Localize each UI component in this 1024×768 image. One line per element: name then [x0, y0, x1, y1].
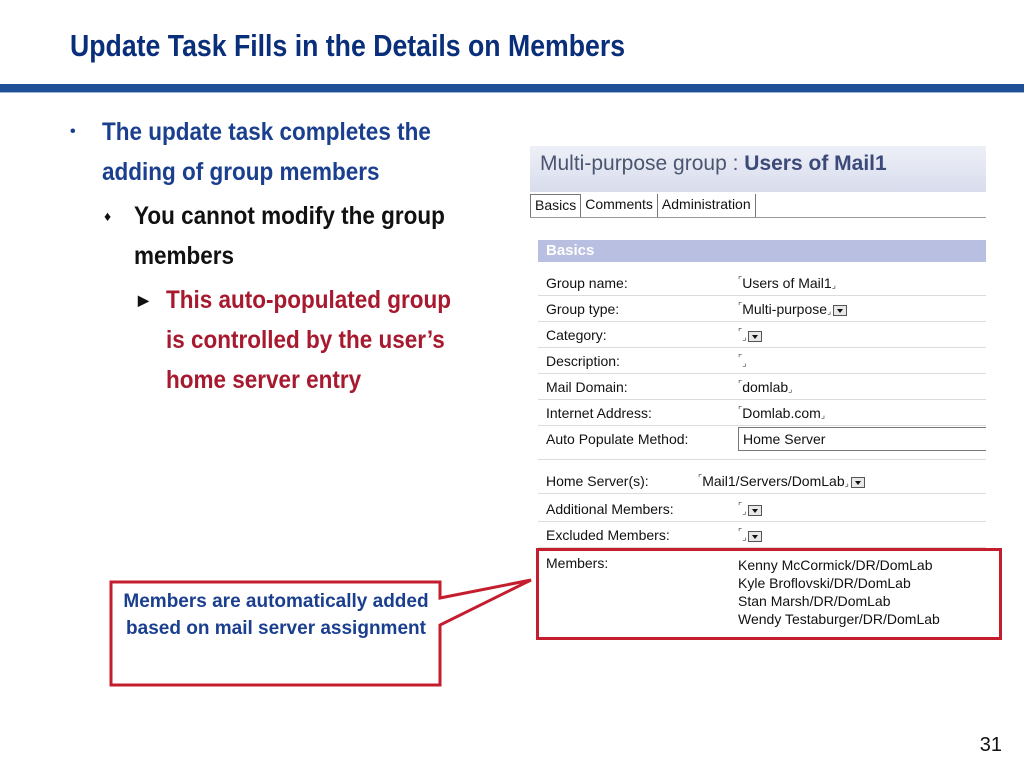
mail-domain-field[interactable]: ⌜domlab⌟: [738, 379, 793, 395]
field-value: Multi-purpose: [742, 301, 828, 317]
field-value: Domlab.com: [742, 405, 821, 421]
category-field[interactable]: ⌜⌟: [738, 327, 762, 343]
group-type-field[interactable]: ⌜Multi-purpose⌟: [738, 301, 847, 317]
field-label: Auto Populate Method:: [546, 431, 689, 447]
diamond-bullet-icon: ♦: [104, 208, 112, 224]
slide-title: Update Task Fills in the Details on Members: [70, 28, 626, 63]
field-label: Category:: [546, 327, 607, 343]
tab-comments[interactable]: Comments: [581, 194, 658, 217]
triangle-bullet-icon: ▶: [138, 292, 149, 308]
member-item: Wendy Testaburger/DR/DomLab: [738, 611, 940, 627]
excluded-members-field[interactable]: ⌜⌟: [738, 527, 762, 543]
member-item: Kyle Broflovski/DR/DomLab: [738, 575, 911, 591]
form-header-name: Users of Mail1: [744, 152, 887, 175]
group-name-field[interactable]: ⌜Users of Mail1⌟: [738, 275, 836, 291]
field-label: Members:: [546, 555, 609, 571]
field-label: Additional Members:: [546, 501, 674, 517]
description-field[interactable]: ⌜⌟: [738, 353, 747, 368]
home-servers-field[interactable]: ⌜Mail1/Servers/DomLab⌟: [698, 473, 865, 489]
additional-members-field[interactable]: ⌜⌟: [738, 501, 762, 517]
field-label: Mail Domain:: [546, 379, 628, 395]
bullet-level-3-text: This auto-populated group is controlled by the user’s home server entry: [166, 286, 451, 394]
auto-populate-select[interactable]: Home Server: [738, 427, 986, 451]
tab-basics[interactable]: Basics: [530, 194, 581, 217]
form-header-prefix: Multi-purpose group :: [540, 152, 745, 175]
callout-text: Members are automatically added based on mail server assignment: [123, 591, 429, 639]
tab-administration[interactable]: Administration: [658, 194, 756, 217]
field-label: Group type:: [546, 301, 620, 317]
page-number: 31: [979, 734, 1002, 756]
bullet-level-1-text: The update task completes the adding of group members: [102, 118, 431, 186]
bullet-dot-icon: •: [70, 123, 76, 140]
field-label: Description:: [546, 353, 620, 369]
field-label: Home Server(s):: [546, 473, 649, 489]
field-label: Internet Address:: [546, 405, 652, 421]
field-value: domlab: [742, 379, 789, 395]
internet-address-field[interactable]: ⌜Domlab.com⌟: [738, 405, 826, 421]
field-label: Excluded Members:: [546, 527, 670, 543]
bullet-level-2-text: You cannot modify the group members: [134, 202, 445, 270]
field-value: Mail1/Servers/DomLab: [702, 473, 845, 489]
section-header-basics: Basics: [538, 240, 986, 262]
field-value: Users of Mail1: [742, 275, 832, 291]
member-item: Kenny McCormick/DR/DomLab: [738, 557, 933, 573]
field-label: Group name:: [546, 275, 628, 291]
member-item: Stan Marsh/DR/DomLab: [738, 593, 891, 609]
